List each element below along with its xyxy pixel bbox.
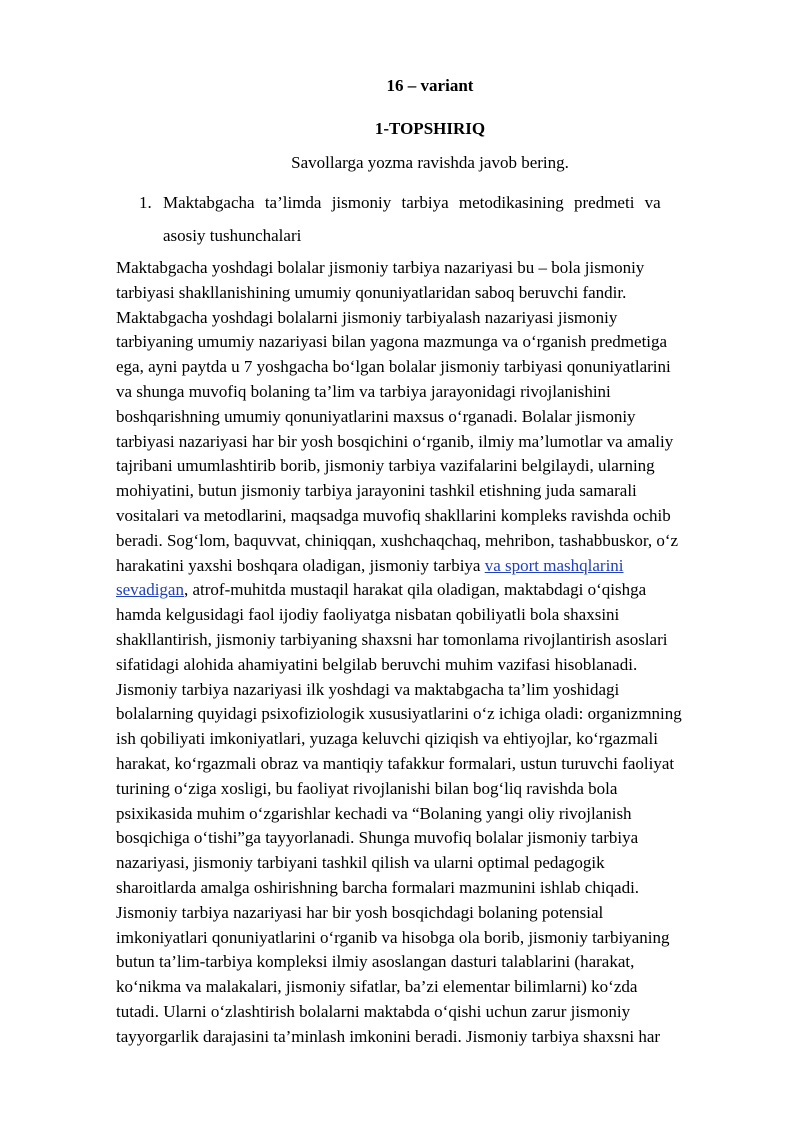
body-line: tarbiyaning umumiy nazariyasi bilan yagona mazmunga va oʻrganish predmetiga (116, 332, 668, 352)
body-line: koʻnikma va malakalari, jismoniy sifatlar, ba’zi elementar bilimlarni) koʻzda (116, 977, 638, 997)
body-line: boshqarishning umumiy qonuniyatlarini maxsus oʻrganadi. Bolalar jismoniy (116, 406, 636, 426)
body-line: imkoniyatlari qonuniyatlarini oʻrganib va hisobga ola borib, jismoniy tarbiyaning (116, 927, 670, 947)
body-line: tarbiyasi shakllanishining umumiy qonuniyatlaridan saboq beruvchi fandir. (116, 282, 627, 302)
sport-exercises-link-continued[interactable]: sevadigan (116, 580, 184, 600)
body-text-segment: harakatini yaxshi boshqara oladigan, jismoniy tarbiya (116, 555, 485, 575)
task-heading: 1-TOPSHIRIQ (374, 119, 486, 138)
question-title-line-1: Maktabgacha ta’limda jismoniy tarbiya metodikasining predmeti va (163, 193, 661, 212)
body-line: Maktabgacha yoshdagi bolalarni jismoniy tarbiyalash nazariyasi jismoniy (116, 307, 618, 327)
body-line-with-link (116, 554, 800, 579)
body-text-segment: , atrof-muhitda mustaqil harakat qila oladigan, maktabdagi oʻqishga (183, 580, 647, 600)
instruction-text: Savollarga yozma ravishda javob bering. (291, 153, 569, 172)
body-line: psixikasida muhim oʻzgarishlar kechadi va “Bolaning yangi oliy rivojlanish (116, 803, 632, 823)
variant-heading: 16 – variant (386, 76, 474, 95)
body-line: vositalari va metodlarini, maqsadga muvofiq shakllarini kompleks ravishda ochib (116, 505, 671, 525)
body-line: shakllantirish, jismoniy tarbiyaning shaxsni har tomonlama rivojlantirish asoslari (116, 629, 668, 649)
question-title-line-2: asosiy tushunchalari (163, 226, 302, 245)
body-line: turining oʻziga xosligi, bu faoliyat rivojlanishi bilan bogʻliq ravishda bola (116, 778, 618, 798)
body-line: Jismoniy tarbiya nazariyasi ilk yoshdagi va maktabgacha ta’lim yoshidagi (116, 679, 620, 699)
body-line: butun ta’lim-tarbiya kompleksi ilmiy asoslangan dasturi talablarini (harakat, (116, 952, 635, 972)
body-line: bosqichiga oʻtishi”ga tayyorlanadi. Shunga muvofiq bolalar jismoniy tarbiya (116, 828, 639, 848)
body-line: Jismoniy tarbiya nazariyasi har bir yosh bosqichdagi bolaning potensial (116, 902, 604, 922)
body-line: Maktabgacha yoshdagi bolalar jismoniy tarbiya nazariyasi bu – bola jismoniy (116, 258, 645, 277)
sport-exercises-link[interactable]: va sport mashqlarini (484, 555, 624, 575)
body-line: ega, ayni paytda u 7 yoshgacha boʻlgan bolalar jismoniy tarbiyasi qonuniyatlarini (116, 357, 671, 377)
body-line: va shunga muvofiq bolaning ta’lim va tarbiya jarayonidagi rivojlanishini (116, 381, 611, 401)
body-line: sharoitlarda amalga oshirishning barcha formalari mazmunini ishlab chiqadi. (116, 877, 640, 897)
body-line-with-link (116, 578, 800, 603)
body-line: harakat, koʻrgazmali obraz va mantiqiy tafakkur formalari, ustun turuvchi faoliyat (116, 753, 675, 773)
body-line: sifatidagi alohida ahamiyatini belgilab beruvchi muhim vazifasi hisoblanadi. (116, 654, 638, 674)
body-line: hamda kelgusidagi faol ijodiy faoliyatga nisbatan qobiliyatli bola shaxsini (116, 605, 620, 625)
body-line: tajribani umumlashtirib borib, jismoniy tarbiya vazifalarini belgilaydi, ularning (116, 456, 655, 476)
body-line: ish qobiliyati imkoniyatlari, yuzaga keluvchi qiziqish va ehtiyojlar, koʻrgazmali (116, 729, 658, 749)
body-line: beradi. Sogʻlom, baquvvat, chiniqqan, xushchaqchaq, mehribon, tashabbuskor, oʻz (116, 530, 679, 550)
body-line: tarbiyasi nazariyasi har bir yosh bosqichini oʻrganib, ilmiy ma’lumotlar va amaliy (116, 431, 674, 451)
body-line: tutadi. Ularni oʻzlashtirish bolalarni maktabda oʻqishi uchun zarur jismoniy (116, 1001, 631, 1021)
answer-body (116, 256, 800, 1050)
body-line: nazariyasi, jismoniy tarbiyani tashkil qilish va ularni optimal pedagogik (116, 853, 605, 873)
body-line: tayyorgarlik darajasini ta’minlash imkonini beradi. Jismoniy tarbiya shaxsni har (116, 1026, 661, 1046)
question-number: 1. (139, 193, 152, 212)
body-line: mohiyatini, butun jismoniy tarbiya jarayonini tashkil etishning juda samarali (116, 481, 637, 501)
body-line: bolalarning quyidagi psixofiziologik xususiyatlarini oʻz ichiga oladi: organizmning (116, 704, 682, 724)
